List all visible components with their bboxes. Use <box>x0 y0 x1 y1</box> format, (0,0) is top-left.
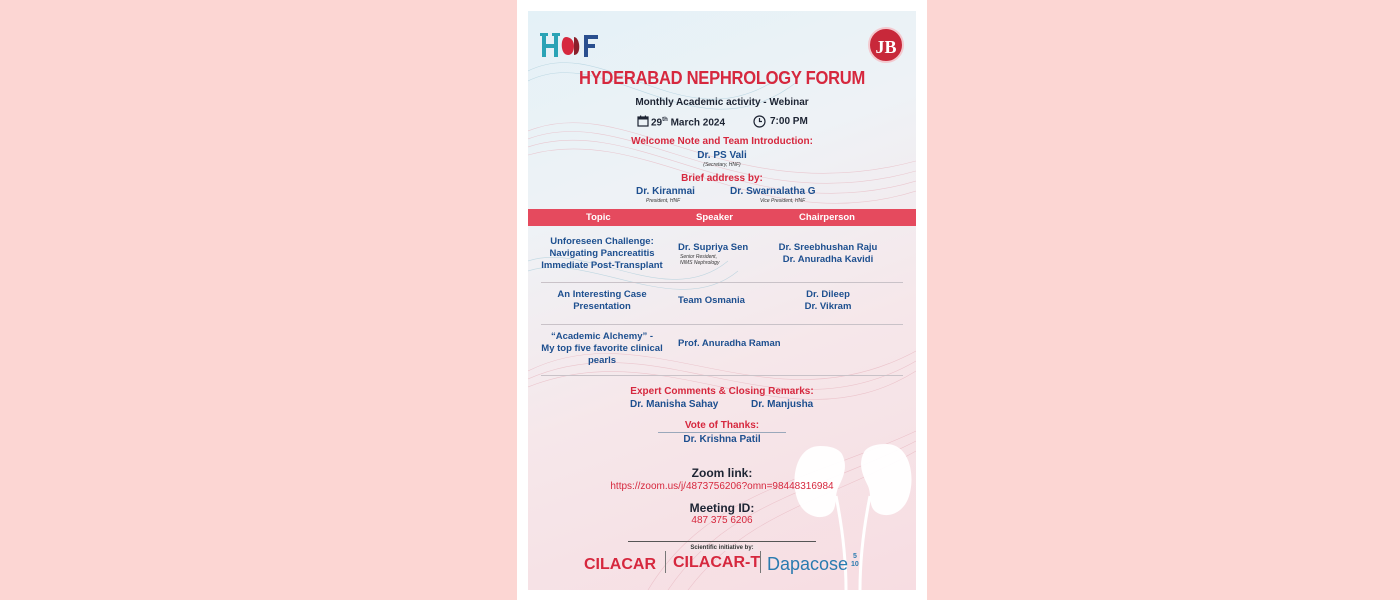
row1-speaker: Dr. Supriya Sen <box>678 242 749 253</box>
brief-person-1-role: President, HNF <box>646 198 681 204</box>
expert-heading: Expert Comments & Closing Remarks: <box>630 386 814 397</box>
brief-person-1-name: Dr. Kiranmai <box>636 186 695 197</box>
row2-topic: An Interesting Case Presentation <box>557 289 647 312</box>
row3-topic: “Academic Alchemy” - My top five favorite clinical pearls <box>541 331 663 366</box>
event-subtitle: Monthly Academic activity - Webinar <box>635 97 809 108</box>
brand-divider <box>665 551 666 573</box>
header-speaker: Speaker <box>696 212 733 223</box>
event-date: 29th March 2024 <box>651 117 726 129</box>
thanks-divider <box>658 432 786 433</box>
brand-cilacar-t: CILACAR-T <box>673 554 761 571</box>
row1-topic: Unforeseen Challenge: Navigating Pancreatitis Immediate Post-Transplant <box>541 236 663 271</box>
thanks-heading: Vote of Thanks: <box>684 420 760 431</box>
row2-speaker: Team Osmania <box>678 295 745 306</box>
zoom-label: Zoom link: <box>691 466 753 480</box>
welcome-heading: Welcome Note and Team Introduction: <box>631 136 813 147</box>
clock-icon <box>753 115 766 128</box>
brand-divider <box>760 551 761 573</box>
sponsor-caption: Scientific initiative by: <box>686 545 757 551</box>
webinar-poster <box>528 11 916 590</box>
header-topic: Topic <box>586 212 611 223</box>
expert-name-2: Dr. Manjusha <box>751 399 814 410</box>
welcome-name: Dr. PS Vali <box>697 150 747 161</box>
brief-person-2-name: Dr. Swarnalatha G <box>730 186 816 197</box>
brand-dapacose: Dapacose <box>767 554 849 574</box>
calendar-icon <box>637 115 649 127</box>
row1-speaker-role: Senior Resident, NIMS Nephrology <box>680 254 720 266</box>
zoom-link[interactable]: https://zoom.us/j/4873756206?omn=98448316984 <box>610 481 834 492</box>
meeting-id-value: 487 375 6206 <box>691 515 753 526</box>
schedule-header-bar <box>528 209 916 226</box>
row1-chair: Dr. Sreebhushan Raju Dr. Anuradha Kavidi <box>778 242 878 265</box>
thanks-name: Dr. Krishna Patil <box>683 434 761 445</box>
expert-name-1: Dr. Manisha Sahay <box>630 399 719 410</box>
dapacose-dose: 5 10 <box>851 553 859 568</box>
hnf-logo <box>540 31 606 59</box>
row-divider <box>541 282 903 283</box>
header-chairperson: Chairperson <box>799 212 855 223</box>
welcome-role: (Secretary, HNF) <box>703 162 741 168</box>
brand-cilacar: CILACAR <box>584 556 656 573</box>
sponsor-caption-wrap <box>528 536 916 554</box>
event-time: 7:00 PM <box>770 116 808 127</box>
row-divider <box>541 324 903 325</box>
row-divider <box>541 375 903 376</box>
brief-person-2-role: Vice President, HNF <box>760 198 806 204</box>
jb-logo: JB <box>868 27 904 63</box>
row3-speaker: Prof. Anuradha Raman <box>678 338 781 349</box>
meeting-id-label: Meeting ID: <box>689 501 755 515</box>
row2-chair: Dr. Dileep Dr. Vikram <box>804 289 852 312</box>
forum-title: HYDERABAD NEPHROLOGY FORUM <box>578 68 866 88</box>
brief-heading: Brief address by: <box>681 173 763 184</box>
